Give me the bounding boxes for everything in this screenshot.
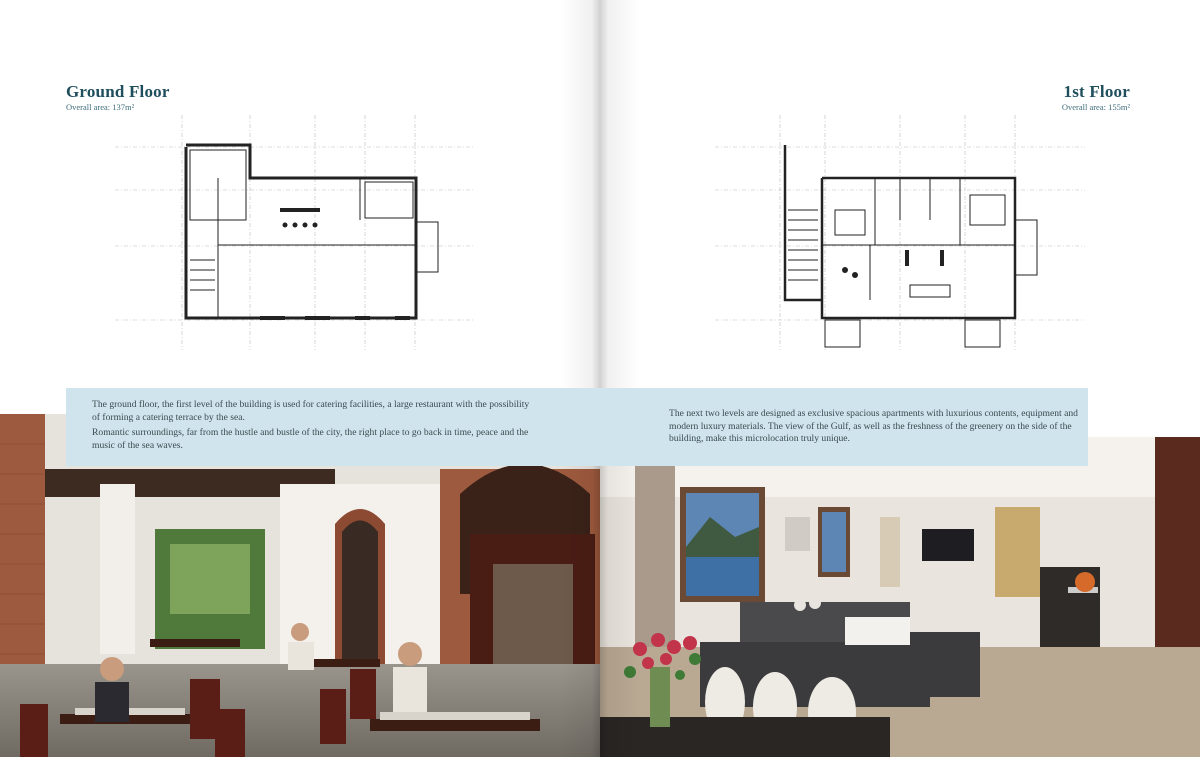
first-floor-area: Overall area: 155m² <box>1061 102 1130 112</box>
description-band <box>66 388 1088 466</box>
ground-description-paragraph-2: Romantic surroundings, far from the hustle and bustle of the city, the right place to go back in time, peace and the music of the sea waves. <box>92 427 529 451</box>
first-floor-plan <box>710 110 1090 355</box>
upper-floors-description <box>669 408 1079 446</box>
dining-table <box>600 717 890 757</box>
flower-vase <box>650 667 670 727</box>
ground-floor-plan <box>110 110 480 355</box>
upper-description-paragraph-1: The next two levels are designed as exclusive spacious apartments with luxurious contents, equipment and modern luxury materials. The view of the Gulf, as well as the freshness of the greenery on the side of the building, make this microlocation truly unique. <box>669 408 1078 444</box>
coffee-table <box>845 617 910 645</box>
ground-floor-description <box>92 399 532 455</box>
ground-description-paragraph-1: The ground floor, the first level of the building is used for catering facilities, a large restaurant with the possibility of forming a catering terrace by the sea. <box>92 399 530 423</box>
apartment-rendering <box>600 437 1200 757</box>
first-floor-title: 1st Floor <box>1063 82 1130 101</box>
ground-floor-area: Overall area: 137m² <box>66 102 135 112</box>
wall-tv <box>922 529 974 561</box>
ground-floor-title: Ground Floor <box>66 82 170 101</box>
